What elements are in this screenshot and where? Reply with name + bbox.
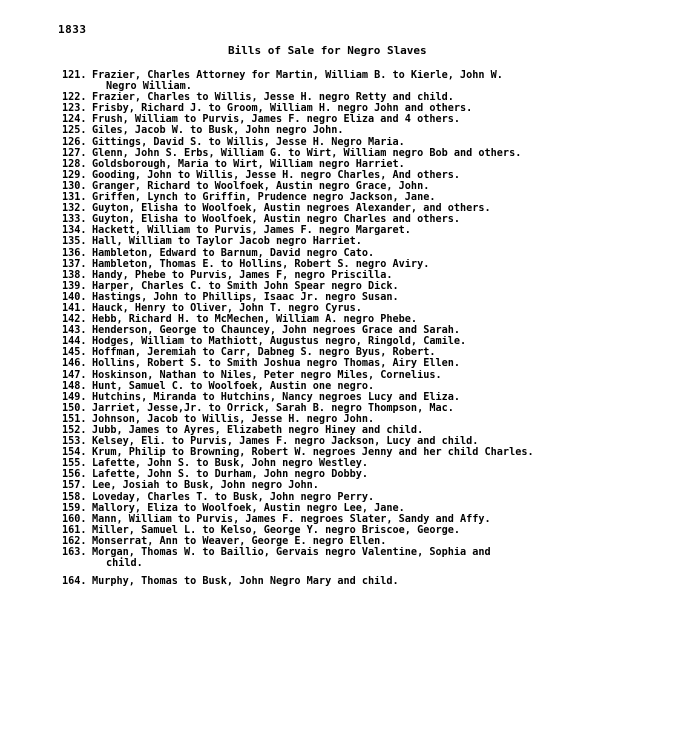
entry-main-line: Guyton, Elisha to Woolfoek, Austin negroes Alexander, and others. [92,203,491,215]
entry-main-line: Gittings, David S. to Willis, Jesse H. Negro Maria. [92,136,405,148]
list-item [62,503,694,514]
page-year: 1833 [58,23,87,36]
entry-text [92,270,694,281]
list-item [62,225,694,236]
entry-text [92,503,694,514]
entry-number: 146. [62,358,87,370]
entry-text [92,137,694,148]
list-item [62,103,694,114]
entry-text [92,314,694,325]
list-item [62,576,694,587]
entry-number: 127. [62,147,87,159]
list-item [62,270,694,281]
list-item [62,381,694,392]
entry-text [92,125,694,136]
entry-main-line: Mallory, Eliza to Woolfoek, Austin negro Lee, Jane. [92,502,405,514]
list-item [62,392,694,403]
entry-text [92,103,694,114]
entry-text [92,447,694,458]
entry-main-line: Jubb, James to Ayres, Elizabeth negro Hiney and child. [92,425,424,436]
entry-main-line: Goldsborough, Maria to Wirt, William negro Harriet. [92,158,405,170]
list-item [62,447,694,458]
entry-main-line: Loveday, Charles T. to Busk, John negro Perry. [92,491,375,503]
entry-text [92,192,694,203]
entry-main-line: Hambleton, Edward to Barnum, David negro Cato. [92,247,375,259]
entry-text [92,203,694,214]
entry-number: 131. [62,192,87,204]
entry-main-line: Hollins, Robert S. to Smith Joshua negro Thomas, Airy Ellen. [92,358,461,370]
list-item [62,114,694,125]
entry-list [62,70,694,587]
entry-text [92,325,694,336]
entry-text [92,259,694,270]
entry-number: 126. [62,136,87,148]
entry-text [92,347,694,358]
entry-text [92,425,694,436]
entry-main-line: Hackett, William to Purvis, James F. negro Margaret. [92,225,411,237]
entry-text [92,514,694,525]
list-item [62,414,694,425]
entry-number: 149. [62,391,87,403]
entry-number: 133. [62,214,87,226]
list-item [62,536,694,547]
list-item [62,525,694,536]
entry-text [92,381,694,392]
entry-text [92,214,694,225]
entry-text [92,525,694,536]
entry-number: 158. [62,491,87,503]
entry-number: 129. [62,169,87,181]
entry-main-line: Johnson, Jacob to Willis, Jesse H. negro John. [92,413,375,425]
entry-text [92,469,694,480]
list-item [62,248,694,259]
entry-number: 123. [62,103,87,115]
list-item [62,236,694,247]
entry-text [92,225,694,236]
entry-main-line: Giles, Jacob W. to Busk, John negro John. [92,125,344,137]
list-item [62,347,694,358]
entry-text [92,336,694,347]
list-item [62,214,694,225]
entry-main-line: Hoffman, Jeremiah to Carr, Dabneg S. negro Byus, Robert. [92,347,436,359]
entry-number: 151. [62,413,87,425]
entry-number: 155. [62,458,87,470]
list-item [62,547,694,569]
entry-main-line: Miller, Samuel L. to Kelso, George Y. negro Briscoe, George. [92,524,461,536]
entry-number: 157. [62,480,87,492]
entry-text [92,576,694,587]
entry-text [92,536,694,547]
entry-text [92,480,694,491]
entry-number: 121. [62,70,87,81]
entry-main-line: Hutchins, Miranda to Hutchins, Nancy negroes Lucy and Eliza. [92,391,461,403]
list-item [62,436,694,447]
entry-number: 160. [62,513,87,525]
entry-main-line: Frazier, Charles to Willis, Jesse H. negro Retty and child. [92,92,454,104]
entry-main-line: Monserrat, Ann to Weaver, George E. negro Ellen. [92,535,387,547]
list-item [62,281,694,292]
entry-number: 139. [62,280,87,292]
entry-number: 128. [62,158,87,170]
list-item [62,370,694,381]
list-item [62,292,694,303]
entry-number: 125. [62,125,87,137]
entry-main-line: Gooding, John to Willis, Jesse H. negro Charles, And others. [92,169,461,181]
list-item [62,336,694,347]
entry-main-line: Kelsey, Eli. to Purvis, James F. negro Jackson, Lucy and child. [92,436,479,448]
entry-number: 162. [62,535,87,547]
list-item [62,458,694,469]
entry-text [92,181,694,192]
entry-text [92,547,694,569]
entry-number: 156. [62,469,87,481]
entry-number: 152. [62,425,87,436]
list-item [62,125,694,136]
list-item [62,181,694,192]
entry-main-line: Guyton, Elisha to Woolfoek, Austin negro Charles and others. [92,214,461,226]
list-item [62,92,694,103]
entry-number: 135. [62,236,87,248]
entry-text [92,458,694,469]
entry-number: 144. [62,336,87,348]
entry-main-line: Hastings, John to Phillips, Isaac Jr. negro Susan. [92,291,399,303]
list-item [62,480,694,491]
entry-number: 138. [62,269,87,281]
entry-text [92,492,694,503]
entry-main-line: Hall, William to Taylor Jacob negro Harriet. [92,236,362,248]
list-item [62,303,694,314]
entry-number: 132. [62,203,87,215]
entry-main-line: Frazier, Charles Attorney for Martin, William B. to Kierle, John W. [92,70,503,81]
list-item [62,325,694,336]
entry-number: 130. [62,180,87,192]
entry-main-line: Murphy, Thomas to Busk, John Negro Mary and child. [92,576,399,588]
entry-number: 122. [62,92,87,104]
entry-text [92,403,694,414]
list-item [62,314,694,325]
entry-text [92,414,694,425]
entry-number: 161. [62,524,87,536]
entry-main-line: Lee, Josiah to Busk, John negro John. [92,480,319,492]
entry-number: 164. [62,576,87,588]
entry-number: 147. [62,369,87,381]
entry-text [92,170,694,181]
entry-text [92,370,694,381]
entry-main-line: Jarriet, Jesse,Jr. to Orrick, Sarah B. negro Thompson, Mac. [92,402,454,414]
entry-number: 154. [62,447,87,459]
list-item [62,159,694,170]
list-item [62,259,694,270]
entry-number: 140. [62,291,87,303]
entry-main-line: Hebb, Richard H. to McMechen, William A. negro Phebe. [92,314,418,326]
entry-main-line: Morgan, Thomas W. to Baillio, Gervais negro Valentine, Sophia and [92,547,491,559]
entry-main-line: Hoskinson, Nathan to Niles, Peter negro Miles, Cornelius. [92,369,442,381]
entry-main-line: Frisby, Richard J. to Groom, William H. negro John and others. [92,103,473,115]
entry-text [92,92,694,103]
list-item [62,148,694,159]
entry-number: 141. [62,302,87,314]
entry-text [92,248,694,259]
page-title: Bills of Sale for Negro Slaves [228,44,427,57]
entry-number: 148. [62,380,87,392]
list-item [62,358,694,369]
list-item [62,70,694,92]
entry-text [92,436,694,447]
entry-main-line: Mann, William to Purvis, James F. negroes Slater, Sandy and Affy. [92,513,491,525]
list-item [62,469,694,480]
entry-main-line: Harper, Charles C. to Smith John Spear negro Dick. [92,280,399,292]
entry-number: 163. [62,547,87,559]
entry-main-line: Granger, Richard to Woolfoek, Austin negro Grace, John. [92,180,430,192]
entry-number: 143. [62,325,87,337]
entry-main-line: Glenn, John S. Erbs, William G. to Wirt, William negro Bob and others. [92,147,522,159]
entry-main-line: Krum, Philip to Browning, Robert W. negroes Jenny and her child Charles. [92,447,534,459]
entry-main-line: Lafette, John S. to Busk, John negro Westley. [92,458,369,470]
list-item [62,403,694,414]
entry-text [92,114,694,125]
list-item [62,514,694,525]
entry-text [92,358,694,369]
entry-text [92,236,694,247]
entry-text [92,281,694,292]
list-item [62,492,694,503]
entry-main-line: Frush, William to Purvis, James F. negro Eliza and 4 others. [92,114,461,126]
list-item [62,203,694,214]
entry-continuation-line: Negro William. [106,81,192,93]
entry-main-line: Henderson, George to Chauncey, John negroes Grace and Sarah. [92,325,461,337]
entry-text [92,70,694,92]
list-item [62,192,694,203]
entry-number: 153. [62,436,87,448]
entry-text [92,303,694,314]
entry-main-line: Lafette, John S. to Durham, John negro Dobby. [92,469,369,481]
entry-number: 134. [62,225,87,237]
list-item [62,170,694,181]
entry-main-line: Griffen, Lynch to Griffin, Prudence negro Jackson, Jane. [92,192,436,204]
entry-main-line: Hauck, Henry to Oliver, John T. negro Cyrus. [92,302,362,314]
entry-number: 145. [62,347,87,359]
entry-text [92,392,694,403]
entry-number: 137. [62,258,87,270]
entry-number: 142. [62,314,87,326]
entry-text [92,159,694,170]
entry-text [92,292,694,303]
entry-number: 136. [62,247,87,259]
entry-main-line: Hunt, Samuel C. to Woolfoek, Austin one negro. [92,380,375,392]
entry-number: 124. [62,114,87,126]
entry-text [92,148,694,159]
entry-number: 150. [62,402,87,414]
entry-main-line: Hodges, William to Mathiott, Augustus negro, Ringold, Camile. [92,336,467,348]
entry-number: 159. [62,502,87,514]
list-item [62,137,694,148]
entry-main-line: Handy, Phebe to Purvis, James F, negro Priscilla. [92,269,393,281]
entry-continuation-line: child. [106,558,143,570]
list-item [62,425,694,436]
entry-main-line: Hambleton, Thomas E. to Hollins, Robert S. negro Aviry. [92,258,430,270]
